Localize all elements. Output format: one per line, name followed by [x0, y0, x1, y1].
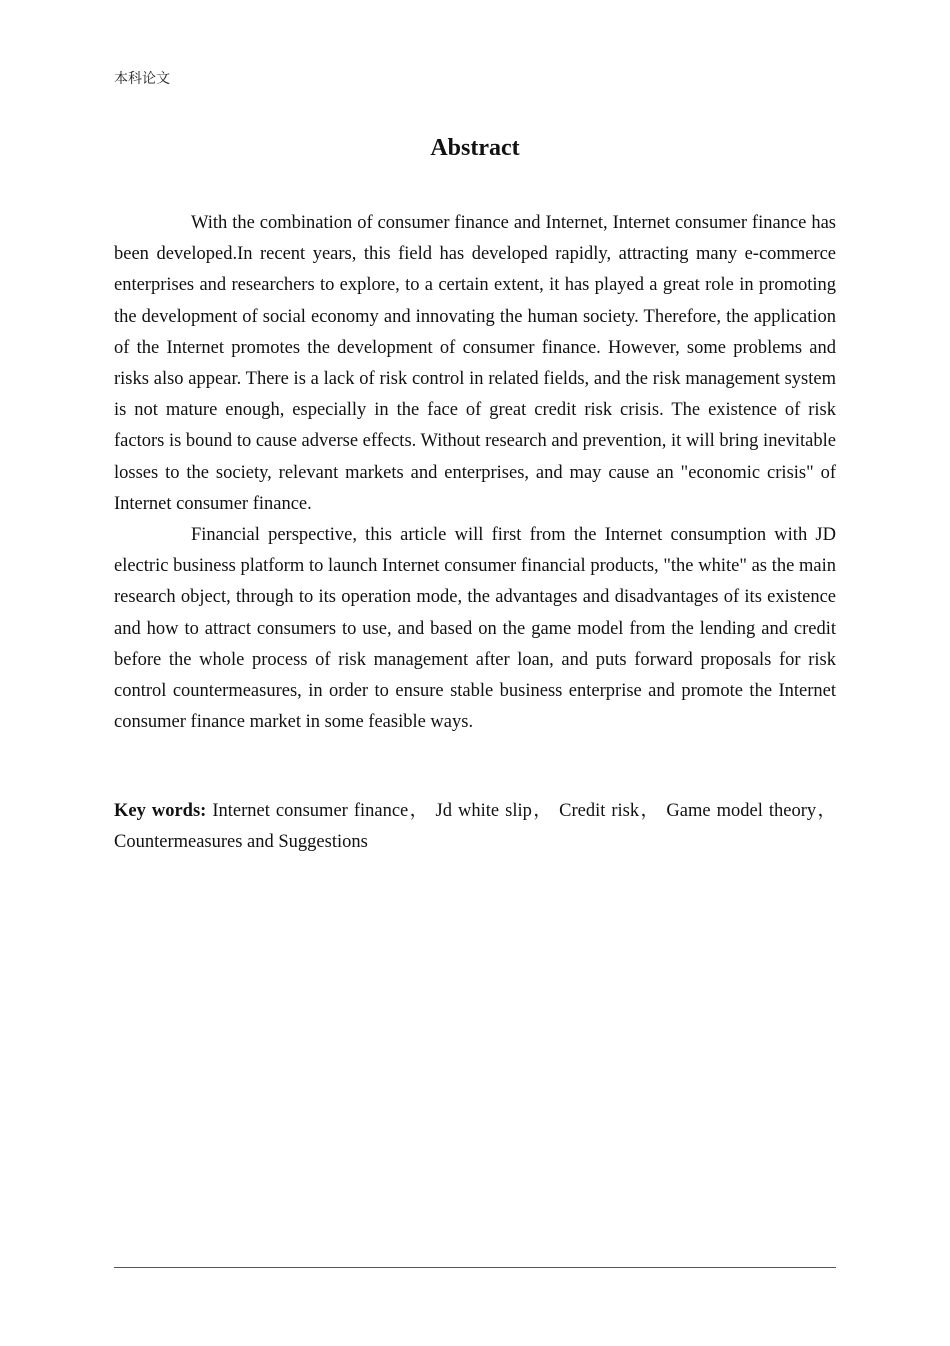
footer-divider [114, 1267, 836, 1268]
keywords-text: Internet consumer finance， Jd white slip， Credit risk， Game model theory，Countermeasures and Suggestions [114, 801, 837, 853]
keywords-section [114, 796, 836, 858]
page-header-label: 本科论文 [114, 71, 170, 87]
keywords-label: Key words: [114, 801, 207, 821]
abstract-body [114, 208, 836, 738]
abstract-paragraph-1: With the combination of consumer finance and Internet, Internet consumer finance has been developed.In recent years, this field has developed rapidly, attracting many e-commerce enterprises and researchers to explore, to a certain extent, it has played a great role in promoting the development of social economy and innovating the human society. Therefore, the application of the Internet promotes the development of consumer finance. However, some problems and risks also appear. There is a lack of risk control in related fields, and the risk management system is not mature enough, especially in the face of great credit risk crisis. The existence of risk factors is bound to cause adverse effects. Without research and prevention, it will bring inevitable losses to the society, relevant markets and enterprises, and may cause an "economic crisis" of Internet consumer finance. [114, 213, 836, 514]
abstract-paragraph-2: Financial perspective, this article will first from the Internet consumption with JD electric business platform to launch Internet consumer financial products, "the white" as the main research object, through to its operation mode, the advantages and disadvantages of its existence and how to attract consumers to use, and based on the game model from the lending and credit before the whole process of risk management after loan, and puts forward proposals for risk control countermeasures, in order to ensure stable business enterprise and promote the Internet consumer finance market in some feasible ways. [114, 525, 836, 733]
abstract-title: Abstract [430, 135, 520, 161]
